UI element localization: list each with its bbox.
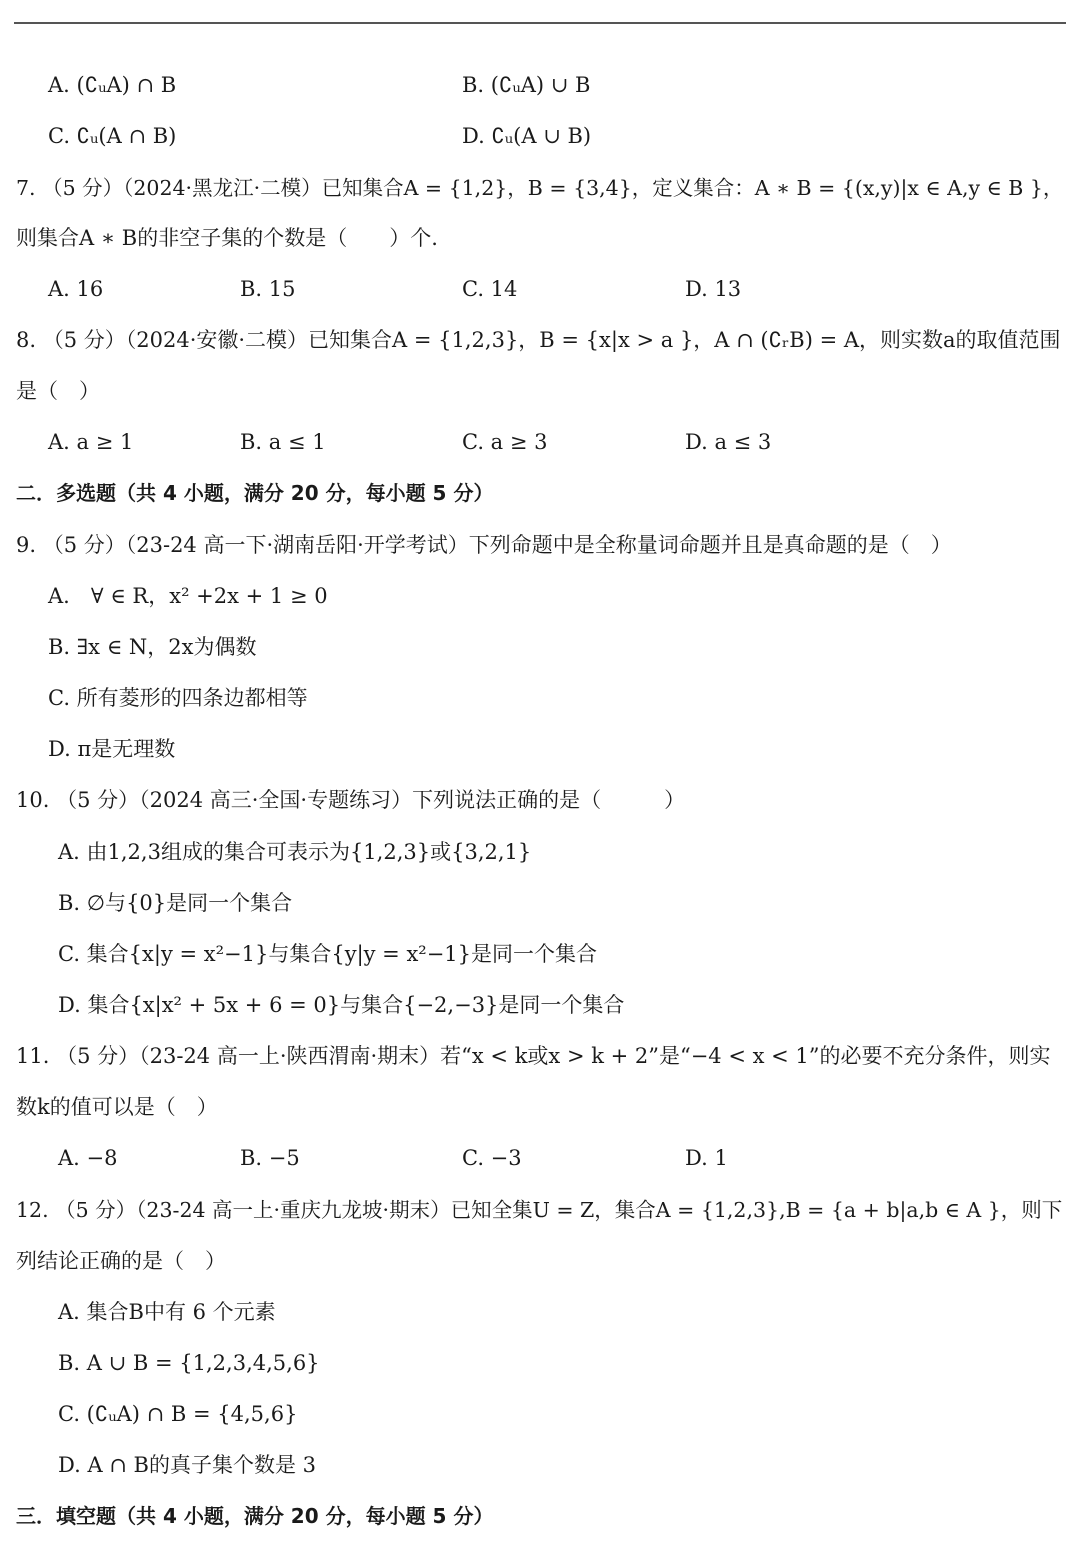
top-rule	[14, 22, 1066, 24]
q11-option-d: D. 1	[685, 1146, 728, 1170]
q6-option-a: A. (∁ᵤA) ∩ B	[48, 73, 177, 97]
q12-stem-line2: 列结论正确的是（ ）	[16, 1249, 226, 1273]
q8-option-d: D. a ≤ 3	[685, 430, 772, 454]
q8-option-c: C. a ≥ 3	[462, 430, 548, 454]
q8-option-b: B. a ≤ 1	[240, 430, 326, 454]
q6-option-d: D. ∁ᵤ(A ∪ B)	[462, 124, 592, 148]
q11-option-c: C. −3	[462, 1146, 522, 1170]
q9-option-d: D. π是无理数	[48, 737, 176, 761]
q8-option-a: A. a ≥ 1	[48, 430, 134, 454]
q9-option-b: B. ∃x ∈ N，2x为偶数	[48, 635, 257, 659]
q7-option-b: B. 15	[240, 277, 296, 301]
q8-stem-line1: 8. （5 分）（2024·安徽·二模）已知集合A = {1,2,3}，B = {x|x > a }，A ∩ (∁ᵣB) = A，则实数a的取值范围	[16, 328, 1061, 352]
section-heading-fill-in: 三．填空题（共 4 小题，满分 20 分，每小题 5 分）	[16, 1504, 494, 1528]
section-heading-multiple-choice: 二．多选题（共 4 小题，满分 20 分，每小题 5 分）	[16, 481, 494, 505]
q6-option-b: B. (∁ᵤA) ∪ B	[462, 73, 591, 97]
q10-option-c: C. 集合{x|y = x²−1}与集合{y|y = x²−1}是同一个集合	[58, 942, 598, 966]
q12-option-c: C. (∁ᵤA) ∩ B = {4,5,6}	[58, 1402, 298, 1426]
q6-option-c: C. ∁ᵤ(A ∩ B)	[48, 124, 177, 148]
q12-stem-line1: 12. （5 分）（23-24 高一上·重庆九龙坡·期末）已知全集U = Z，集合A = {1,2,3},B = {a + b|a,b ∈ A }，则下	[16, 1198, 1063, 1222]
q11-option-b: B. −5	[240, 1146, 300, 1170]
q12-option-b: B. A ∪ B = {1,2,3,4,5,6}	[58, 1351, 320, 1375]
q10-stem-line1: 10. （5 分）（2024 高三·全国·专题练习）下列说法正确的是（ ）	[16, 788, 686, 812]
q9-stem-line1: 9. （5 分）（23-24 高一下·湖南岳阳·开学考试）下列命题中是全称量词命题并且是真命题的是（ ）	[16, 533, 952, 557]
q7-stem-line2: 则集合A ∗ B的非空子集的个数是（ ）个.	[16, 226, 438, 250]
q7-option-a: A. 16	[48, 277, 104, 301]
q7-stem-line1: 7. （5 分）（2024·黑龙江·二模）已知集合A = {1,2}，B = {3,4}，定义集合：A ∗ B = {(x,y)|x ∈ A,y ∈ B }，	[16, 176, 1064, 200]
q11-option-a: A. −8	[58, 1146, 118, 1170]
q10-option-d: D. 集合{x|x² + 5x + 6 = 0}与集合{−2,−3}是同一个集合	[58, 993, 625, 1017]
q12-option-d: D. A ∩ B的真子集个数是 3	[58, 1453, 317, 1477]
q11-stem-line2: 数k的值可以是（ ）	[16, 1095, 218, 1119]
q7-option-c: C. 14	[462, 277, 518, 301]
q7-option-d: D. 13	[685, 277, 742, 301]
q10-option-b: B. ∅与{0}是同一个集合	[58, 891, 293, 915]
q8-stem-line2: 是（ ）	[16, 379, 100, 403]
q10-option-a: A. 由1,2,3组成的集合可表示为{1,2,3}或{3,2,1}	[58, 840, 532, 864]
q11-stem-line1: 11. （5 分）（23-24 高一上·陕西渭南·期末）若“x < k或x > k + 2”是“−4 < x < 1”的必要不充分条件，则实	[16, 1044, 1051, 1068]
q9-option-c: C. 所有菱形的四条边都相等	[48, 686, 308, 710]
q9-option-a: A. ∀ ∈ R，x² +2x + 1 ≥ 0	[48, 584, 328, 608]
q12-option-a: A. 集合B中有 6 个元素	[58, 1300, 276, 1324]
